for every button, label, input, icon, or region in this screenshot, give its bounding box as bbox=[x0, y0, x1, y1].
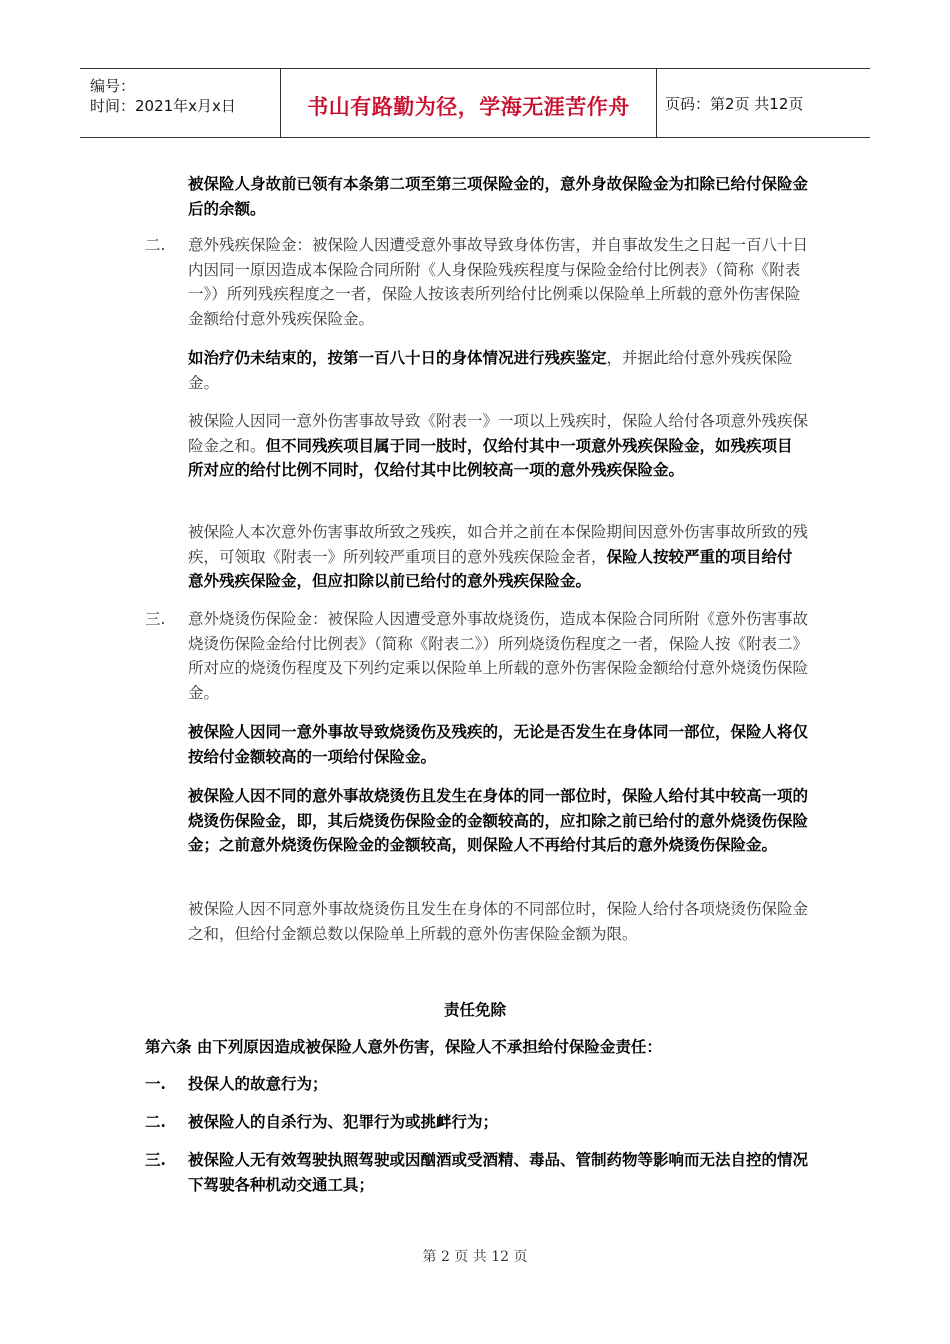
treatment-bold-text: 如治疗仍未结束的，按第一百八十日的身体情况进行残疾鉴定 bbox=[188, 348, 607, 367]
item-number-3: 三. bbox=[145, 610, 166, 628]
exclusion-number-1: 一. bbox=[145, 1074, 166, 1093]
multiple-disabilities-normal-text: 被保险人因同一意外伤害事故导致《附表一》一项以上残疾时，保险人给付各项意外残疾保险金之和。 bbox=[188, 412, 809, 455]
paragraph-treatment-unfinished bbox=[188, 346, 808, 395]
item-number-2: 二. bbox=[145, 236, 166, 254]
paragraph-multiple-disabilities bbox=[188, 409, 808, 483]
document-date-label: 时间：2021年x月x日 bbox=[90, 97, 236, 115]
header-page-number: 页码：第2页 共12页 bbox=[665, 95, 804, 113]
paragraph-disability-benefit: 意外残疾保险金：被保险人因遭受意外事故导致身体伤害，并自事故发生之日起一百八十日内因同一原因造成本保险合同所附《人身保险残疾程度与保险金给付比例表》（简称《附表一》）所列残疾程度之一者，保险人按该表所列给付比例乘以保险单上所载的意外伤害保险金额给付意外残疾保险金。 bbox=[188, 236, 809, 328]
multiple-disabilities-bold-text: 但不同残疾项目属于同一肢时，仅给付其中一项意外残疾保险金，如残疾项目所对应的给付比例不同时，仅给付其中比例较高一项的意外残疾保险金。 bbox=[188, 435, 793, 479]
page-footer-number: 第 2 页 共 12 页 bbox=[422, 1249, 528, 1265]
combined-disability-normal-text: 被保险人本次意外伤害事故所致之残疾，如合并之前在本保险期间因意外伤害事故所致的残疾，可领取《附表一》所列较严重项目的意外残疾保险金者， bbox=[188, 523, 809, 566]
header-meta-cell bbox=[80, 69, 280, 137]
exclusion-number-2: 二. bbox=[145, 1112, 166, 1131]
paragraph-death-benefit-deduction: 被保险人身故前已领有本条第二项至第三项保险金的，意外身故保险金为扣除已给付保险金后的余额。 bbox=[188, 174, 809, 218]
page-header bbox=[80, 68, 870, 138]
document-number-label: 编号： bbox=[90, 77, 136, 95]
exclusion-item-2: 被保险人的自杀行为、犯罪行为或挑衅行为； bbox=[188, 1112, 499, 1131]
paragraph-burn-and-disability: 被保险人因同一意外事故导致烧烫伤及残疾的，无论是否发生在身体同一部位，保险人将仅按给付金额较高的一项给付保险金。 bbox=[188, 722, 809, 766]
header-motto-cell bbox=[280, 69, 657, 137]
exclusion-item-3: 被保险人无有效驾驶执照驾驶或因酗酒或受酒精、毒品、管制药物等影响而无法自控的情况下驾驶各种机动交通工具； bbox=[188, 1150, 809, 1194]
header-page-cell bbox=[655, 69, 870, 137]
header-motto: 书山有路勤为径，学海无涯苦作舟 bbox=[307, 95, 630, 119]
paragraph-burn-different-parts: 被保险人因不同意外事故烧烫伤且发生在身体的不同部位时，保险人给付各项烧烫伤保险金之和，但给付金额总数以保险单上所载的意外伤害保险金额为限。 bbox=[188, 900, 809, 943]
article-6-heading: 第六条 由下列原因造成被保险人意外伤害，保险人不承担给付保险金责任： bbox=[145, 1037, 662, 1056]
treatment-normal-text: ，并据此给付意外残疾保险金。 bbox=[188, 349, 793, 392]
section-title-exclusions: 责任免除 bbox=[443, 1000, 506, 1019]
paragraph-burn-benefit: 意外烧烫伤保险金：被保险人因遭受意外事故烧烫伤，造成本保险合同所附《意外伤害事故烧烫伤保险金给付比例表》（简称《附表二》）所列烧烫伤程度之一者，保险人按《附表二》所对应的烧烫伤程度及下列约定乘以保险单上所载的意外伤害保险金额给付意外烧烫伤保险金。 bbox=[188, 610, 809, 702]
paragraph-burn-same-part: 被保险人因不同的意外事故烧烫伤且发生在身体的同一部位时，保险人给付其中较高一项的烧烫伤保险金，即，其后烧烫伤保险金的金额较高的，应扣除之前已给付的意外烧烫伤保险金；之前意外烧烫伤保险金的金额较高，则保险人不再给付其后的意外烧烫伤保险金。 bbox=[188, 786, 809, 854]
exclusion-number-3: 三. bbox=[145, 1150, 166, 1169]
combined-disability-bold-text: 保险人按较严重的项目给付意外残疾保险金，但应扣除以前已给付的意外残疾保险金。 bbox=[188, 546, 793, 590]
exclusion-item-1: 投保人的故意行为； bbox=[188, 1074, 328, 1093]
paragraph-combined-disability bbox=[188, 520, 808, 594]
